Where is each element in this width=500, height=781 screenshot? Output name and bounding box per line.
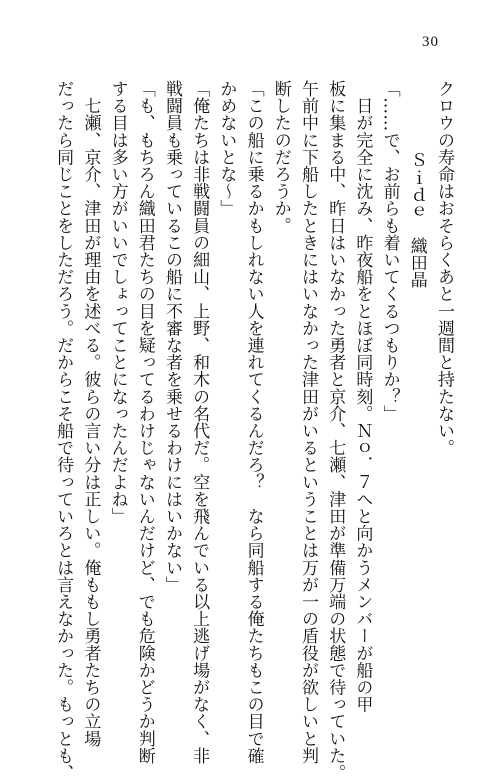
heading-text: Ｓｉｄｅ 織田晶 (406, 151, 427, 289)
text-line: 戦闘員も乗っているこの船に不審な者を乗せるわけにはいかない」 (161, 80, 182, 593)
text-line: 「……で、お前らも着いてくるつもりか？」 (379, 80, 400, 422)
text-line: 「も、もちろん織田君たちの目を疑ってるわけじゃないんだけど、でも危険かどうか判断 (134, 80, 155, 764)
text-line: 「この船に乗るかもしれない人を連れてくるんだろ？ なら同船する俺たちもこの目で確 (243, 80, 264, 764)
text-line: する目は多い方がいいでしょってことになったんだよね」 (107, 80, 128, 525)
text-line: 日が完全に沈み、昨夜船をとほぼ同時刻。Ｎｏ．７へと向かうメンバーが船の甲 (352, 80, 373, 713)
vertical-text-body (53, 80, 457, 781)
text-line: 板に集まる中、昨日はいなかった勇者と京介、七瀬、津田が準備万端の状態で待っていた。 (325, 80, 346, 781)
text-line: 午前中に下船したときにはいなかった津田がいるということは万が一の盾役が欲しいと判 (297, 80, 318, 764)
text-line: だったら同じことをしただろう。だからこそ船で待っていろとは言えなかった。もっとも、 (53, 80, 74, 781)
text-line: 「俺たちは非戦闘員の細山、上野、和木の名代だ。空を飛んでいる以上逃げ場がなく、非 (189, 80, 210, 764)
text-line: クロウの寿命はおそらくあと一週間と持たない。 (434, 80, 454, 457)
page-number: 30 (422, 34, 439, 50)
text-line: 断したのだろうか。 (270, 80, 291, 234)
section-heading (403, 80, 430, 690)
text-line: かめないとな～」 (216, 80, 237, 217)
text-line: 七瀬、京介、津田が理由を述べる。彼らの言い分は正しい。俺ももし勇者たちの立場 (80, 80, 101, 747)
